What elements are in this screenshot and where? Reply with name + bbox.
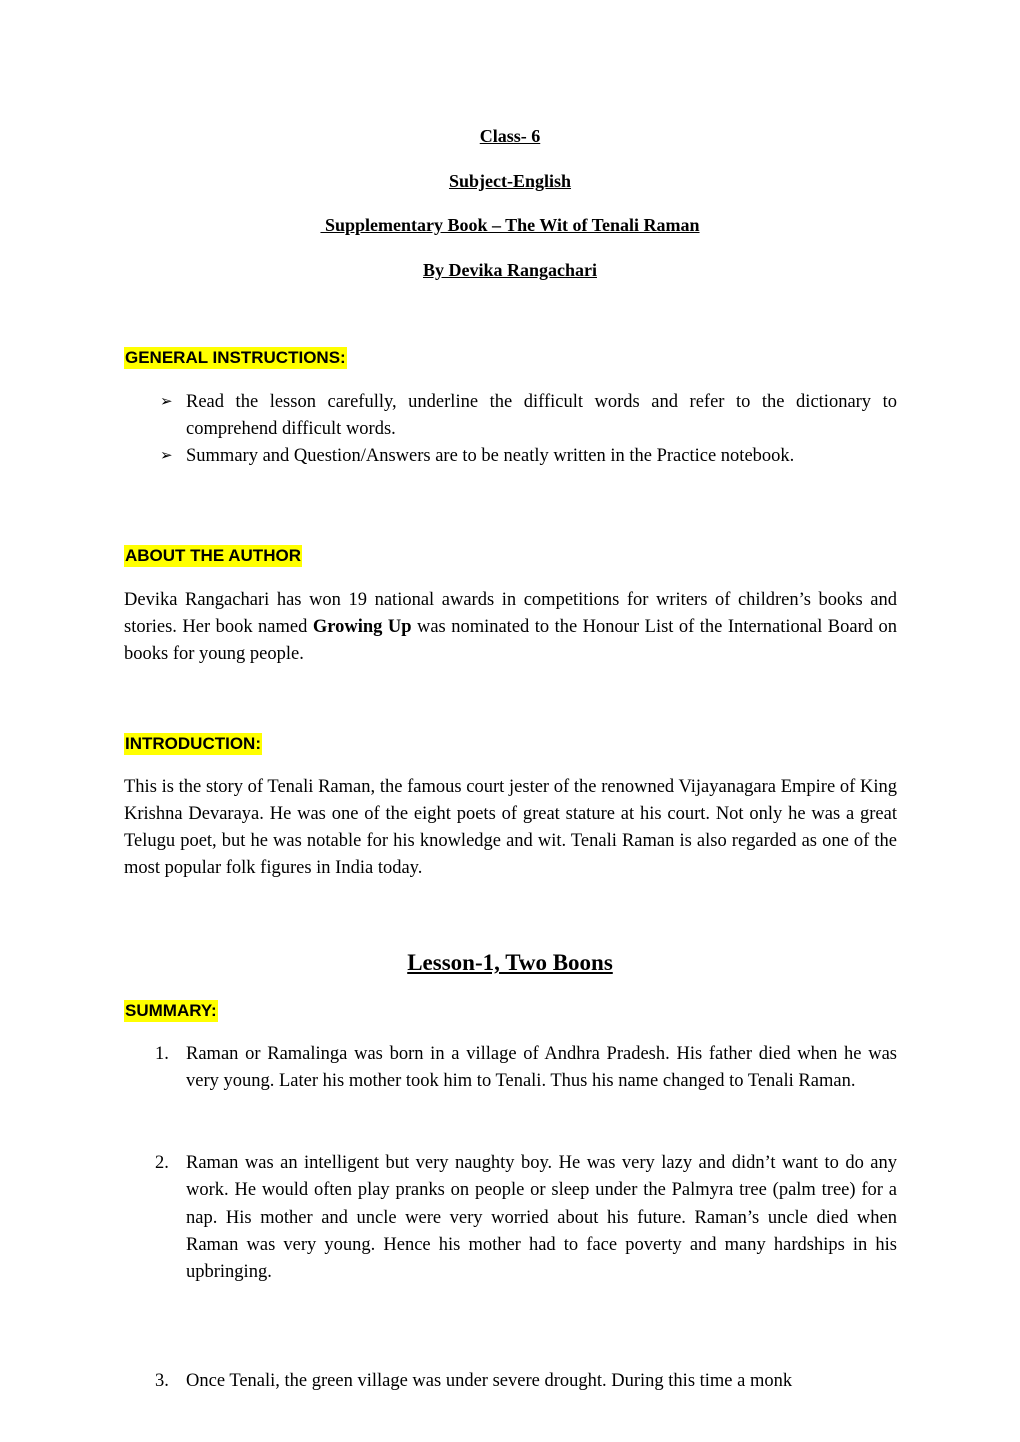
instruction-text: Summary and Question/Answers are to be neatly written in the Practice notebook. <box>186 446 795 466</box>
summary-heading: SUMMARY: <box>125 1001 217 1020</box>
about-author-paragraph <box>124 587 897 668</box>
arrow-bullet-icon: ➢ <box>160 394 173 410</box>
summary-item-text: Raman was an intelligent but very naughty boy. He was very lazy and didn’t want to do any work. He would often play pranks on people or sleep under the Palmyra tree (palm tree) for a nap. His mother and uncle were very worried about his future. Raman’s uncle died when Raman was very young. Hence his mother had to face poverty and many hardships in his upbringing. <box>186 1153 897 1283</box>
introduction-paragraph: This is the story of Tenali Raman, the famous court jester of the renowned Vijayanagara Empire of King Krishna Devaraya. He was one of the eight poets of great stature at his court. Not only he was a great Telugu poet, but he was notable for his knowledge and wit. Tenali Raman is also regarded as one of the most popular folk figures in India today. <box>124 777 897 878</box>
about-author-text-end: was nominated to the Honour List of the International Board on books for young people. <box>124 617 897 664</box>
summary-item-text: Raman or Ramalinga was born in a village of Andhra Pradesh. His father died when he was very young. Later his mother took him to Tenali. Thus his name changed to Tenali Raman. <box>186 1044 897 1092</box>
book-title-line: Supplementary Book – The Wit of Tenali Raman <box>320 215 700 235</box>
instruction-text: Read the lesson carefully, underline the difficult words and refer to the dictionary to comprehend difficult words. <box>186 392 897 439</box>
summary-item <box>155 1150 897 1286</box>
instruction-item <box>160 389 897 443</box>
subject-line: Subject-English <box>448 171 572 191</box>
lesson-title: Lesson-1, Two Boons <box>407 950 613 975</box>
arrow-bullet-icon: ➢ <box>160 448 173 464</box>
about-author-text-start: Devika Rangachari has won 19 national awards in competitions for writers of children’s books and stories. Her book named <box>124 590 897 637</box>
book-title-growing-up: Growing Up <box>312 617 412 637</box>
author-line: By Devika Rangachari <box>422 260 597 280</box>
class-line: Class- 6 <box>479 126 541 146</box>
summary-item <box>155 1368 897 1395</box>
summary-item <box>155 1041 897 1096</box>
summary-item-number: 1. <box>155 1044 169 1064</box>
summary-item-number: 3. <box>155 1371 169 1391</box>
about-author-heading: ABOUT THE AUTHOR <box>125 546 301 565</box>
general-instructions-heading: GENERAL INSTRUCTIONS: <box>125 348 346 367</box>
summary-item-number: 2. <box>155 1153 169 1173</box>
instruction-item <box>160 443 897 470</box>
introduction-heading: INTRODUCTION: <box>125 734 261 753</box>
summary-item-text: Once Tenali, the green village was under severe drought. During this time a monk <box>186 1371 793 1391</box>
instructions-list <box>160 389 897 470</box>
